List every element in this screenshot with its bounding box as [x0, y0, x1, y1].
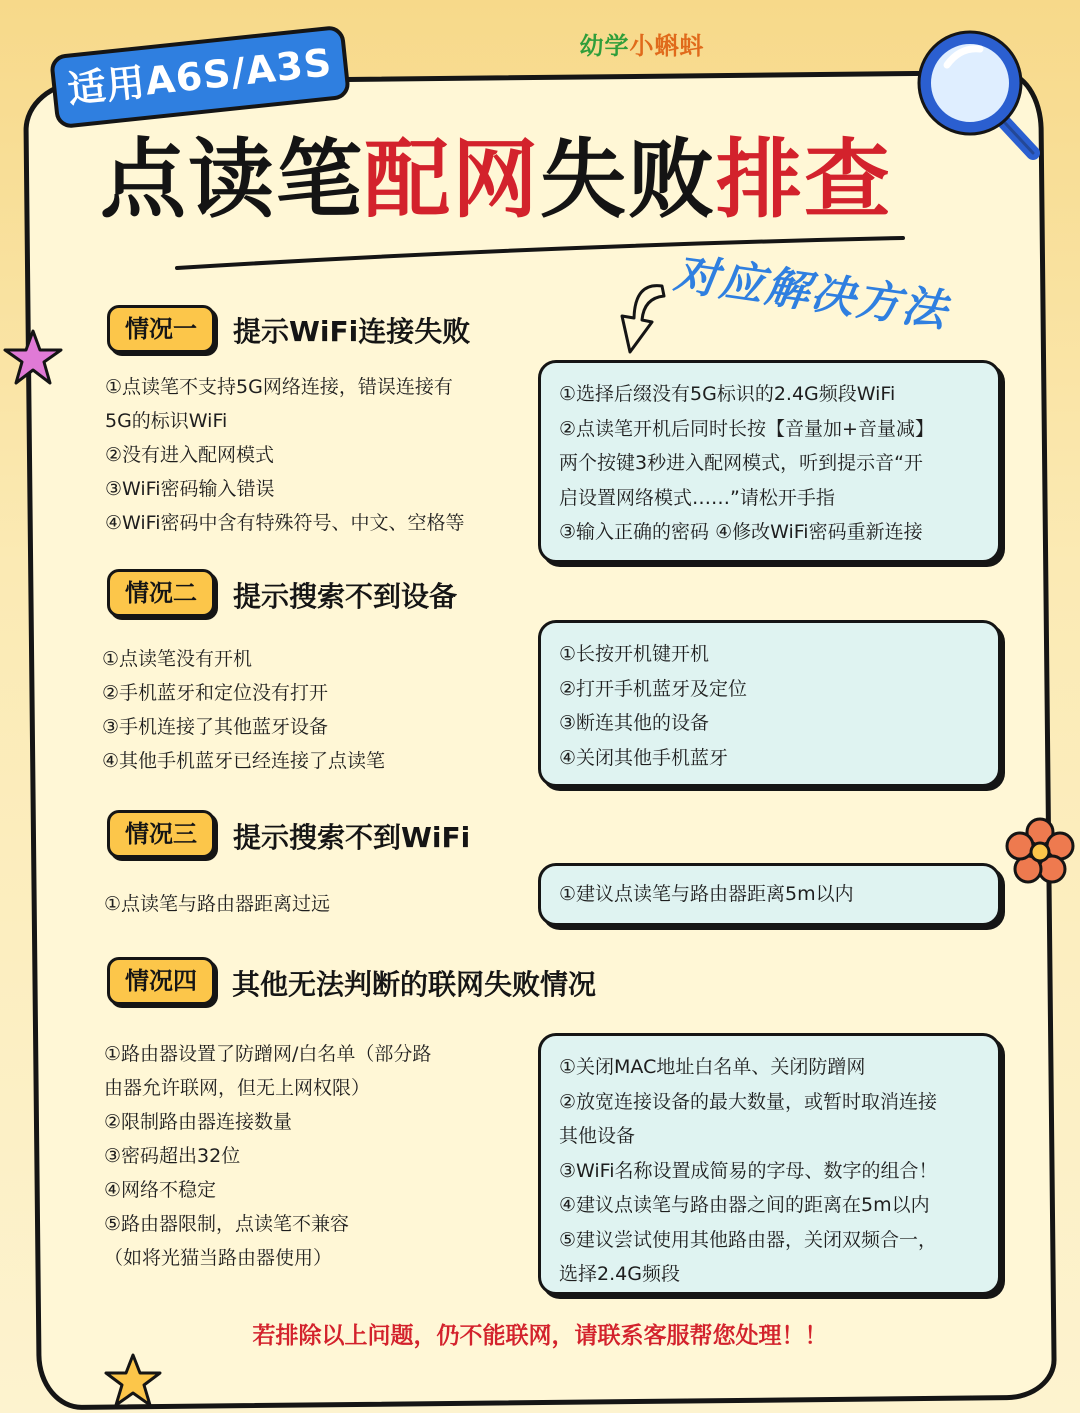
- case-2-heading: 提示搜索不到设备: [233, 580, 458, 613]
- case-4-problems: [104, 1037, 524, 1275]
- problem-item: ③密码超出32位: [104, 1145, 241, 1167]
- case-3-tag: 情况三: [107, 810, 215, 858]
- problem-item: 5G的标识WiFi: [105, 410, 228, 432]
- star-icon: [2, 328, 64, 388]
- page-title: [100, 120, 940, 240]
- solution-item: ③断连其他的设备: [559, 712, 710, 734]
- problem-item: ①路由器设置了防蹭网/白名单（部分路: [104, 1043, 432, 1065]
- solution-item: ④关闭其他手机蓝牙: [559, 746, 729, 769]
- solution-item: ③WiFi名称设置成简易的字母、数字的组合！: [559, 1159, 938, 1182]
- problem-item: ③WiFi密码输入错误: [105, 478, 275, 500]
- solution-item: ②点读笔开机后同时长按【音量加+音量减】: [559, 417, 934, 440]
- solution-item: ②放宽连接设备的最大数量，或暂时取消连接: [559, 1090, 938, 1113]
- logo-part1: 幼学: [579, 32, 630, 60]
- problem-item: ①点读笔没有开机: [102, 648, 253, 670]
- title-part1: 点读笔: [100, 130, 364, 230]
- problem-item: ②限制路由器连接数量: [104, 1111, 293, 1133]
- solution-item: ②打开手机蓝牙及定位: [559, 677, 748, 700]
- solution-item: 选择2.4G频段: [559, 1263, 680, 1285]
- logo-part2: 小蝌蚪: [629, 32, 705, 60]
- case-3-heading: 提示搜索不到WiFi: [233, 821, 471, 854]
- problem-item: （如将光猫当路由器使用）: [104, 1247, 333, 1269]
- problem-item: ④网络不稳定: [104, 1179, 217, 1201]
- case-1-heading: 提示WiFi连接失败: [233, 315, 471, 348]
- solution-item: ①关闭MAC地址白名单、关闭防蹭网: [559, 1056, 866, 1078]
- solution-item: ⑤建议尝试使用其他路由器，关闭双频合一，: [559, 1228, 938, 1251]
- solutions-subtitle: 对应解决方法: [670, 248, 952, 338]
- case-1-solutions: [538, 360, 1001, 563]
- case-2-tag: 情况二: [107, 569, 215, 617]
- solution-item: 两个按键3秒进入配网模式，听到提示音“开: [559, 452, 923, 474]
- case-2-problems: [102, 642, 522, 778]
- case-3-solutions: [538, 863, 1001, 926]
- solution-item: ①长按开机键开机: [559, 643, 710, 665]
- arrow-down-icon: [600, 278, 675, 358]
- solution-item: ③输入正确的密码 ④修改WiFi密码重新连接: [559, 521, 923, 543]
- brand-logo: [562, 26, 722, 66]
- star-icon: [103, 1352, 163, 1410]
- solution-item: 其他设备: [559, 1125, 636, 1147]
- problem-item: ②没有进入配网模式: [105, 444, 275, 466]
- case-1-tag: 情况一: [107, 305, 215, 353]
- solution-item: 启设置网络模式……”请松开手指: [559, 486, 835, 509]
- case-2-solutions: [538, 620, 1001, 787]
- problem-item: ⑤路由器限制，点读笔不兼容: [104, 1213, 350, 1235]
- problem-item: ④WiFi密码中含有特殊符号、中文、空格等: [105, 512, 465, 534]
- model-badge: 适用A6S/A3S: [49, 25, 351, 130]
- case-4-heading: 其他无法判断的联网失败情况: [232, 968, 597, 1001]
- flower-icon: [1004, 816, 1076, 886]
- problem-item: ②手机蓝牙和定位没有打开: [102, 682, 329, 704]
- problem-item: ③手机连接了其他蓝牙设备: [102, 716, 329, 738]
- title-part4: 排查: [716, 130, 892, 230]
- solution-item: ①建议点读笔与路由器距离5m以内: [559, 883, 854, 905]
- case-4-tag: 情况四: [107, 957, 215, 1005]
- case-1-problems: [105, 370, 525, 540]
- title-part2: 配网: [364, 130, 540, 230]
- solution-item: ①选择后缀没有5G标识的2.4G频段WiFi: [559, 383, 896, 405]
- solution-item: ④建议点读笔与路由器之间的距离在5m以内: [559, 1194, 930, 1216]
- title-part3: 失败: [540, 130, 716, 230]
- problem-item: ④其他手机蓝牙已经连接了点读笔: [102, 750, 386, 772]
- case-3-problems: [104, 887, 524, 921]
- case-4-solutions: [538, 1033, 1001, 1295]
- problem-item: 由器允许联网，但无上网权限）: [104, 1077, 371, 1099]
- problem-item: ①点读笔不支持5G网络连接，错误连接有: [105, 376, 453, 398]
- problem-item: ①点读笔与路由器距离过远: [104, 893, 331, 915]
- footer-notice: 若排除以上问题，仍不能联网，请联系客服帮您处理！！: [252, 1323, 828, 1349]
